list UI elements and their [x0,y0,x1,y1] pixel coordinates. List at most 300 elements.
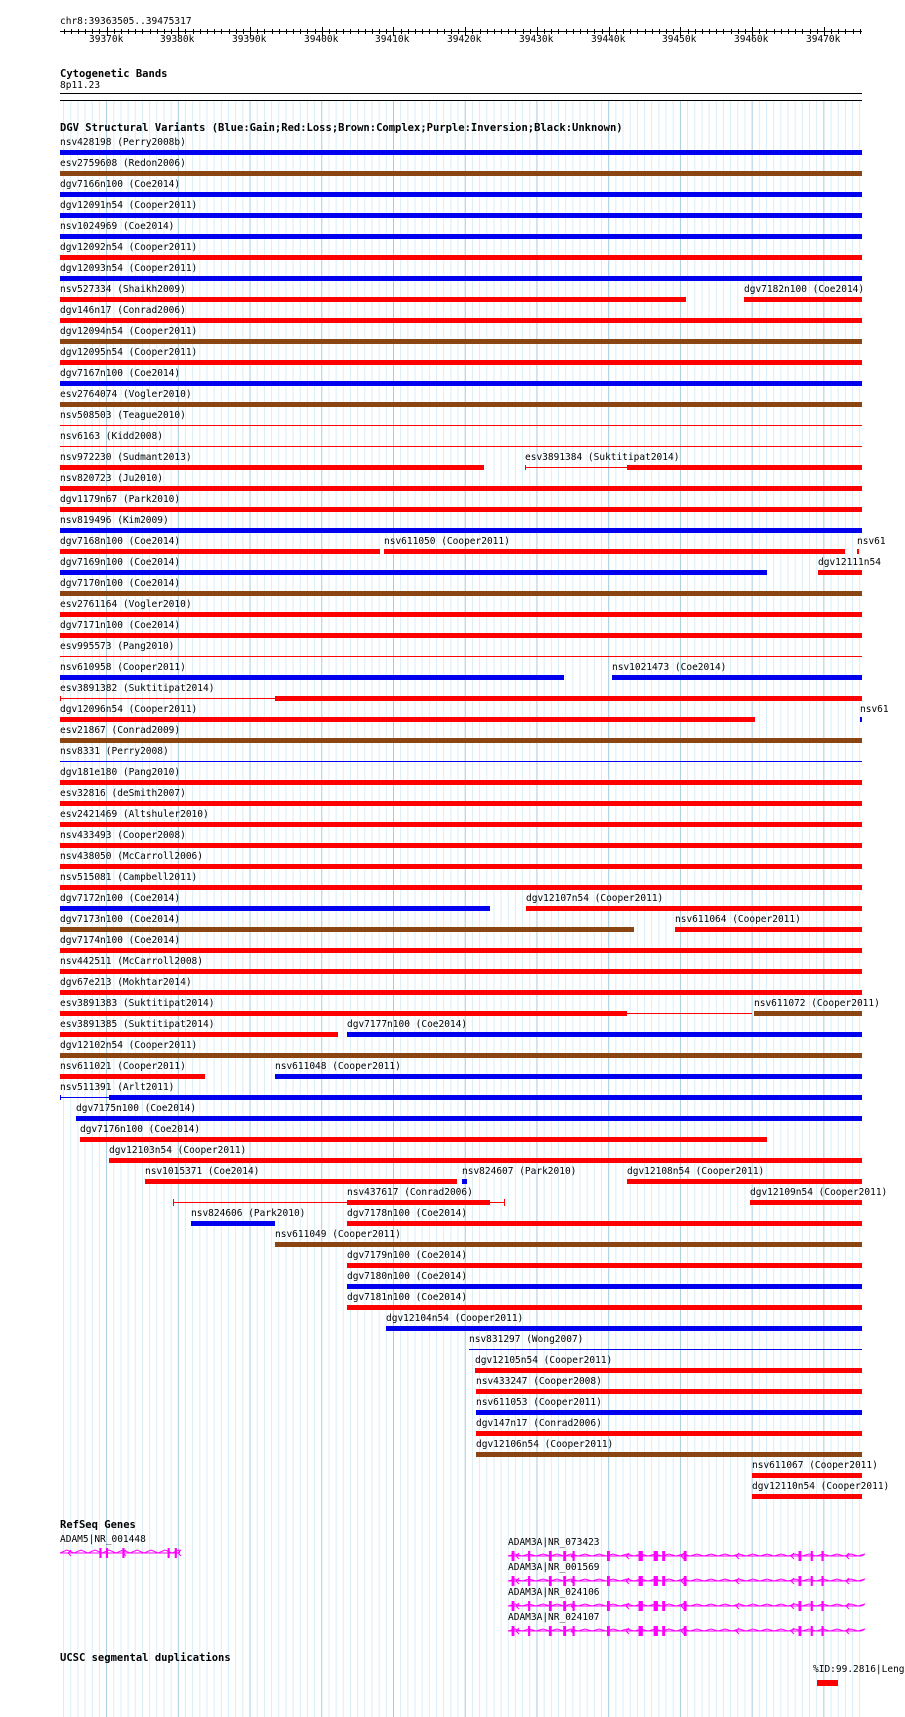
sv-feature[interactable] [60,446,862,447]
sv-label: dgv12095n54 (Cooper2011) [60,347,198,358]
region-label: chr8:39363505..39475317 [60,16,192,27]
gene-exon [639,1576,643,1586]
gene-exon [563,1551,566,1561]
sv-label: dgv12102n54 (Cooper2011) [60,1040,198,1051]
sv-label: nsv820723 (Ju2010) [60,473,163,484]
gene-exon [798,1601,801,1611]
sv-feature[interactable] [347,1200,490,1205]
sv-label: dgv1179n67 (Park2010) [60,494,181,505]
ruler-tick-label: 39410k [375,34,410,45]
sv-label: esv2759608 (Redon2006) [60,158,186,169]
gene-exon [821,1576,823,1586]
sv-label: nsv611048 (Cooper2011) [275,1061,401,1072]
sv-feature[interactable] [476,1431,862,1436]
sv-label: dgv12094n54 (Cooper2011) [60,326,198,337]
gene-exon [512,1551,515,1561]
sv-feature[interactable] [386,1326,862,1331]
sv-feature[interactable] [60,255,862,260]
ruler-tick [702,29,703,34]
gene-exon [654,1626,658,1636]
ruler-tick [587,29,588,34]
sv-feature[interactable] [60,822,862,827]
ruler-tick [558,29,559,34]
ruler-tick [845,29,846,34]
sv-feature[interactable] [60,612,862,617]
gene-exon [821,1551,823,1561]
gene-exon [549,1601,552,1611]
sv-feature[interactable] [109,1158,862,1163]
gene-exon [639,1551,643,1561]
sv-feature-thin[interactable] [60,1097,109,1098]
sv-feature[interactable] [60,843,862,848]
sv-label: dgv146n17 (Conrad2006) [60,305,186,316]
gene-exon [549,1576,552,1586]
gene-exon [662,1626,665,1636]
gene-label: ADAM3A|NR_024106 [508,1587,600,1598]
sv-label: nsv61 [860,704,889,715]
sv-feature[interactable] [275,1074,862,1079]
ruler-tick [731,29,732,34]
sv-feature[interactable] [526,906,862,911]
gene-exon [563,1576,566,1586]
ruler-tick [444,29,445,34]
dgv-title: DGV Structural Variants (Blue:Gain;Red:Loss;Brown:Complex;Purple:Inversion;Black:Unknown) [60,122,623,134]
sv-label: nsv433493 (Cooper2008) [60,830,186,841]
sv-feature[interactable] [476,1410,862,1415]
sv-label: dgv147n17 (Conrad2006) [476,1418,602,1429]
sv-label: esv2761164 (Vogler2010) [60,599,192,610]
sv-label: dgv12093n54 (Cooper2011) [60,263,198,274]
gene-exon [821,1626,823,1636]
sv-feature[interactable] [60,885,862,890]
sv-feature-thin[interactable] [627,1013,753,1014]
refseq-title: RefSeq Genes [60,1519,136,1531]
ruler-axis [60,31,862,32]
sv-label: dgv7176n100 (Coe2014) [80,1124,201,1135]
sv-feature[interactable] [612,675,862,680]
gene-exon [684,1551,687,1561]
gene-exon [512,1626,515,1636]
segdup-title: UCSC segmental duplications [60,1652,231,1664]
sv-label: dgv7181n100 (Coe2014) [347,1292,468,1303]
ruler-tick [508,29,509,34]
ruler-tick [64,29,65,34]
ruler-tick [365,29,366,34]
gene-exon [684,1626,687,1636]
sv-label: dgv12096n54 (Cooper2011) [60,704,198,715]
ruler-tick [723,29,724,34]
gene-label: ADAM3A|NR_024107 [508,1612,600,1623]
sv-feature[interactable] [475,1368,862,1373]
sv-label: nsv442511 (McCarroll2008) [60,956,203,967]
gene-exon [573,1576,575,1586]
sv-feature[interactable] [60,192,862,197]
gene-exon [684,1601,687,1611]
sv-feature-cap[interactable] [60,696,61,701]
gene-exon [662,1576,665,1586]
ruler-tick [795,29,796,34]
sv-label: dgv7173n100 (Coe2014) [60,914,181,925]
sv-label: dgv7170n100 (Coe2014) [60,578,181,589]
sv-feature[interactable] [275,696,862,701]
sv-feature[interactable] [347,1305,862,1310]
sv-feature-thin[interactable] [60,698,275,699]
sv-label: dgv7167n100 (Coe2014) [60,368,181,379]
sv-feature[interactable] [60,360,862,365]
sv-label: nsv611067 (Cooper2011) [752,1460,878,1471]
ruler-tick-label: 39400k [304,34,339,45]
sv-feature-cap[interactable] [60,1095,61,1100]
sv-feature[interactable] [60,990,862,995]
ruler-tick-label: 39380k [160,34,195,45]
gene-exon [811,1551,813,1561]
sv-feature[interactable] [60,1011,627,1016]
sv-feature[interactable] [60,171,862,176]
sv-label: nsv611064 (Cooper2011) [675,914,801,925]
sv-feature[interactable] [60,927,634,932]
sv-label: nsv819496 (Kim2009) [60,515,169,526]
ruler-tick [200,29,201,34]
gene-exon [798,1576,801,1586]
ruler-tick-label: 39470k [806,34,841,45]
ruler-tick [207,29,208,34]
ruler-tick-label: 39450k [662,34,697,45]
sv-feature[interactable] [60,234,862,239]
sv-feature[interactable] [60,486,862,491]
ruler-tick [372,29,373,34]
gene-exon [684,1576,687,1586]
sv-label: dgv7177n100 (Coe2014) [347,1019,468,1030]
sv-label: nsv515081 (Campbell2011) [60,872,198,883]
sv-feature[interactable] [754,1011,862,1016]
ruler-tick [142,29,143,34]
gene-exon [607,1626,610,1636]
sv-feature[interactable] [627,465,862,470]
sv-label: dgv12111n54 [818,557,881,568]
ruler-tick [279,29,280,34]
gene-model[interactable] [508,1575,864,1587]
sv-feature[interactable] [752,1473,862,1478]
sv-feature[interactable] [60,570,767,575]
sv-label: dgv7168n100 (Coe2014) [60,536,181,547]
ruler-tick [293,29,294,34]
sv-whisker-cap[interactable] [173,1199,174,1206]
sv-label: dgv12103n54 (Cooper2011) [109,1145,247,1156]
ruler-tick [429,29,430,34]
gene-exon [811,1626,813,1636]
gene-exon [639,1626,643,1636]
gene-exon [512,1576,515,1586]
gene-exon [528,1626,530,1636]
sv-label: nsv1021473 (Coe2014) [612,662,727,673]
sv-feature[interactable] [750,1200,862,1205]
ruler-tick [135,29,136,34]
ruler-tick-label: 39390k [232,34,267,45]
sv-label: dgv12105n54 (Cooper2011) [475,1355,613,1366]
gene-exon [99,1548,101,1558]
sv-label: dgv7174n100 (Coe2014) [60,935,181,946]
sv-feature[interactable] [60,1053,862,1058]
sv-label: dgv12091n54 (Cooper2011) [60,200,198,211]
sv-label: dgv12092n54 (Cooper2011) [60,242,198,253]
sv-label: nsv1024969 (Coe2014) [60,221,175,232]
gene-exon [573,1601,575,1611]
gene-model[interactable] [508,1600,864,1612]
sv-label: dgv12110n54 (Cooper2011) [752,1481,890,1492]
sv-feature[interactable] [60,528,862,533]
ruler-tick [415,29,416,34]
gene-exon [563,1601,566,1611]
sv-label: dgv7180n100 (Coe2014) [347,1271,468,1282]
sv-label: esv3891385 (Suktitipat2014) [60,1019,215,1030]
ruler-tick [788,29,789,34]
sv-feature[interactable] [60,969,862,974]
track-divider [60,100,862,101]
cytoband-title: Cytogenetic Bands [60,68,168,80]
sv-label: nsv8331 (Perry2008) [60,746,169,757]
sv-feature[interactable] [191,1221,275,1226]
gene-exon [563,1626,566,1636]
gene-label: ADAM5|NR_001448 [60,1534,146,1545]
sv-feature[interactable] [60,717,755,722]
sv-label: dgv12104n54 (Cooper2011) [386,1313,524,1324]
sv-label: dgv12109n54 (Cooper2011) [750,1187,888,1198]
sv-feature[interactable] [818,570,862,575]
sv-label: nsv508503 (Teague2010) [60,410,186,421]
ruler-tick [437,29,438,34]
sv-label: nsv511391 (Arlt2011) [60,1082,175,1093]
sv-feature[interactable] [476,1389,862,1394]
sv-label: nsv61 [857,536,886,547]
sv-label: nsv433247 (Cooper2008) [476,1376,602,1387]
gene-exon [549,1551,552,1561]
sv-feature[interactable] [60,402,862,407]
sv-feature[interactable] [347,1221,862,1226]
sv-feature[interactable] [145,1179,457,1184]
ruler-tick-label: 39440k [591,34,626,45]
sv-feature[interactable] [675,927,862,932]
sv-feature[interactable] [860,717,862,722]
ruler-tick [128,29,129,34]
sv-feature[interactable] [752,1494,862,1499]
gene-exon [607,1576,610,1586]
sv-label: esv3891382 (Suktitipat2014) [60,683,215,694]
sv-label: nsv824607 (Park2010) [462,1166,577,1177]
gene-exon [811,1601,813,1611]
ruler-tick [229,29,230,34]
sv-label: dgv7169n100 (Coe2014) [60,557,181,568]
sv-feature[interactable] [60,948,862,953]
gene-model[interactable] [508,1625,864,1637]
gene-exon [662,1601,665,1611]
ruler-tick [487,29,488,34]
ruler-tick [286,29,287,34]
ruler-tick [221,29,222,34]
sv-feature[interactable] [80,1137,767,1142]
sv-feature[interactable] [60,633,862,638]
sv-label: dgv7178n100 (Coe2014) [347,1208,468,1219]
ruler-tick [774,29,775,34]
gene-exon [654,1551,658,1561]
sv-feature[interactable] [60,276,862,281]
sv-feature[interactable] [60,549,380,554]
sv-feature-thin[interactable] [525,467,626,468]
gene-label: ADAM3A|NR_001569 [508,1562,600,1573]
ruler-tick [802,29,803,34]
sv-feature[interactable] [60,761,862,762]
sv-feature[interactable] [347,1284,862,1289]
sv-feature[interactable] [60,1074,205,1079]
sv-feature[interactable] [857,549,859,554]
sv-label: dgv7182n100 (Coe2014) [744,284,865,295]
sv-feature[interactable] [60,864,862,869]
gene-exon [512,1601,515,1611]
sv-feature[interactable] [60,738,862,743]
sv-label: nsv831297 (Wong2007) [469,1334,584,1345]
ruler-tick-label: 39460k [734,34,769,45]
gene-exon [662,1551,665,1561]
ruler-tick [71,29,72,34]
sv-label: dgv12106n54 (Cooper2011) [476,1439,614,1450]
sv-feature[interactable] [109,1095,862,1100]
gene-exon [106,1548,108,1558]
sv-feature[interactable] [60,150,862,155]
gene-model[interactable] [60,1547,182,1559]
ruler-tick-label: 39370k [89,34,124,45]
sv-label: esv995573 (Pang2010) [60,641,175,652]
sv-feature[interactable] [60,213,862,218]
sv-label: nsv824606 (Park2010) [191,1208,306,1219]
gene-exon [654,1576,658,1586]
gene-exon [528,1551,530,1561]
ruler-tick-label: 39430k [519,34,554,45]
gene-exon [573,1551,575,1561]
sv-feature[interactable] [60,1032,338,1037]
sv-feature-cap[interactable] [525,465,526,470]
sv-label: nsv610958 (Cooper2011) [60,662,186,673]
sv-feature[interactable] [384,549,844,554]
sv-label: dgv181e180 (Pang2010) [60,767,181,778]
ruler-tick [422,29,423,34]
ruler-tick [78,29,79,34]
sv-label: nsv611049 (Cooper2011) [275,1229,401,1240]
ruler-tick [150,29,151,34]
cytoband-line [60,93,862,94]
gene-exon [549,1626,552,1636]
ruler-tick [659,29,660,34]
sv-label: dgv7172n100 (Coe2014) [60,893,181,904]
ruler-tick [630,29,631,34]
ruler-tick [781,29,782,34]
ruler-tick [350,29,351,34]
sv-label: esv21867 (Conrad2009) [60,725,181,736]
sv-whisker-cap[interactable] [504,1199,505,1206]
ruler-tick [580,29,581,34]
sv-feature[interactable] [60,780,862,785]
sv-feature[interactable] [60,297,686,302]
sv-label: dgv12107n54 (Cooper2011) [526,893,664,904]
sv-feature[interactable] [347,1263,862,1268]
gene-exon [175,1548,177,1558]
sv-label: esv3891383 (Suktitipat2014) [60,998,215,1009]
sv-feature[interactable] [627,1179,862,1184]
gene-exon [811,1576,813,1586]
ruler-tick [214,29,215,34]
ruler-tick [358,29,359,34]
sv-feature[interactable] [60,906,490,911]
segdup-label: %ID:99.2816|Leng [813,1664,905,1675]
sv-feature[interactable] [60,465,484,470]
sv-feature[interactable] [476,1452,862,1457]
sv-feature[interactable] [275,1242,862,1247]
sv-feature[interactable] [60,381,862,386]
gene-exon [821,1601,823,1611]
ruler-tick [860,29,861,34]
sv-feature[interactable] [462,1179,466,1184]
sv-label: nsv527334 (Shaikh2009) [60,284,186,295]
ruler-tick-label: 39420k [447,34,482,45]
sv-feature[interactable] [347,1032,862,1037]
sv-label: dgv7179n100 (Coe2014) [347,1250,468,1261]
sv-label: dgv7166n100 (Coe2014) [60,179,181,190]
ruler-tick [300,29,301,34]
sv-label: dgv7171n100 (Coe2014) [60,620,181,631]
sv-feature[interactable] [60,425,862,426]
sv-feature[interactable] [60,656,862,657]
gene-exon [654,1601,658,1611]
sv-label: nsv611021 (Cooper2011) [60,1061,186,1072]
gene-model[interactable] [508,1550,864,1562]
sv-feature[interactable] [60,675,564,680]
sv-feature[interactable] [469,1349,862,1350]
ruler-tick [853,29,854,34]
sv-feature[interactable] [60,339,862,344]
ruler-tick [645,29,646,34]
sv-feature[interactable] [60,591,862,596]
ruler-tick [709,29,710,34]
sv-label: nsv438050 (McCarroll2006) [60,851,203,862]
sv-label: nsv428198 (Perry2008b) [60,137,186,148]
ruler-tick [343,29,344,34]
ruler-tick [85,29,86,34]
gene-exon [528,1576,530,1586]
sv-feature[interactable] [60,801,862,806]
ruler-tick [515,29,516,34]
cytoband-label: 8p11.23 [60,80,101,91]
sv-label: nsv611072 (Cooper2011) [754,998,880,1009]
sv-label: dgv12108n54 (Cooper2011) [627,1166,765,1177]
sv-feature[interactable] [60,507,862,512]
sv-feature[interactable] [744,297,862,302]
sv-feature[interactable] [60,318,862,323]
sv-label: nsv437617 (Conrad2006) [347,1187,473,1198]
sv-label: esv2764074 (Vogler2010) [60,389,192,400]
sv-label: nsv972230 (Sudmant2013) [60,452,192,463]
sv-label: esv2421469 (Altshuler2010) [60,809,209,820]
gene-exon [528,1601,530,1611]
ruler-tick [157,29,158,34]
gene-exon [798,1626,801,1636]
sv-label: nsv6163 (Kidd2008) [60,431,163,442]
gene-label: ADAM3A|NR_073423 [508,1537,600,1548]
sv-feature[interactable] [76,1116,862,1121]
sv-label: dgv67e213 (Mokhtar2014) [60,977,192,988]
gene-exon [168,1548,170,1558]
ruler-tick [652,29,653,34]
gene-exon [573,1626,575,1636]
sv-label: nsv611053 (Cooper2011) [476,1397,602,1408]
segdup-feature[interactable] [817,1680,839,1686]
